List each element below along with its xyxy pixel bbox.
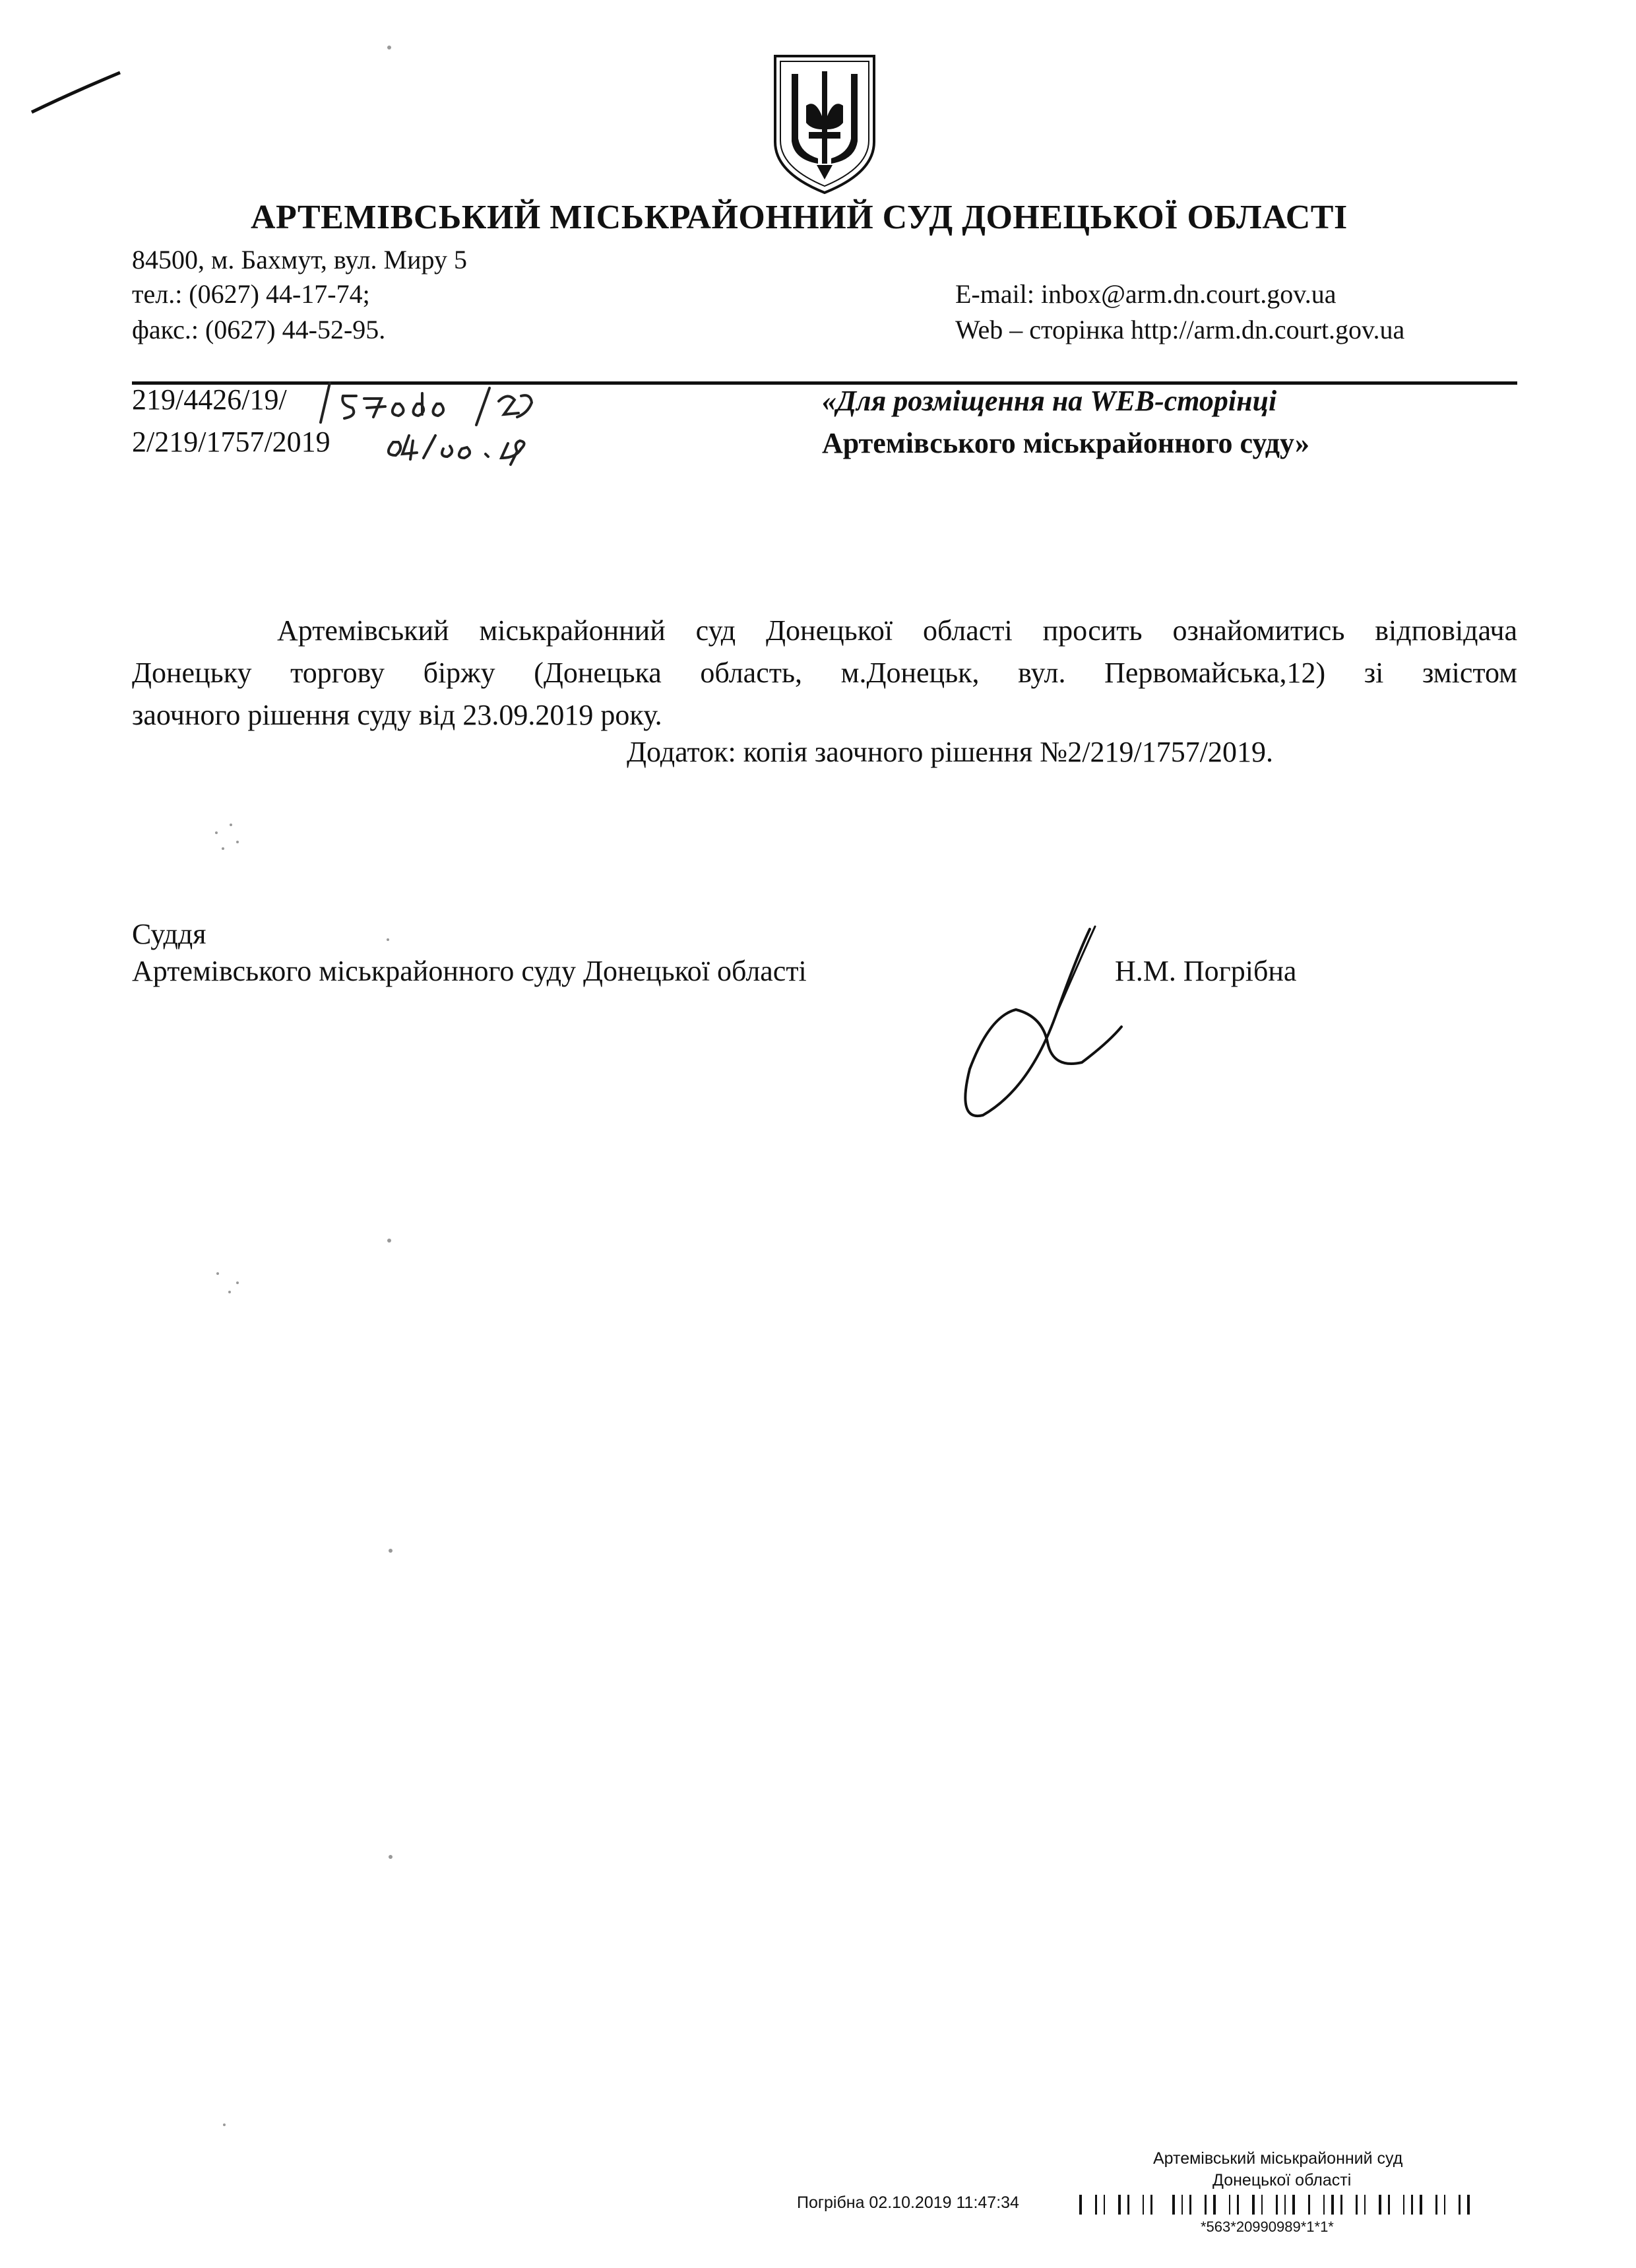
publication-note-line1: «Для розміщення на WEB-сторінці: [822, 385, 1277, 417]
barcode-bar: [1403, 2195, 1404, 2215]
footer-registration-stamp: Погрібна 02.10.2019 11:47:34: [797, 2193, 1019, 2212]
barcode-bar: [1205, 2195, 1207, 2215]
court-fax: факс.: (0627) 44-52-95.: [132, 315, 386, 344]
signature-stroke-return: [1055, 926, 1095, 1016]
barcode-bar: [1356, 2195, 1358, 2215]
barcode-bar: [1323, 2195, 1325, 2215]
judge-title: Суддя: [132, 918, 206, 950]
barcode-bar: [1292, 2195, 1295, 2215]
barcode-bar: [1364, 2195, 1366, 2215]
barcode-bar: [1252, 2195, 1255, 2215]
barcode-bar: [1237, 2195, 1239, 2215]
attachment-note: Додаток: копія заочного рішення №2/219/1757/2019.: [627, 736, 1273, 768]
handwritten-date: [389, 436, 524, 465]
barcode-bar: [1189, 2195, 1191, 2215]
outgoing-reference: 219/4426/19/: [132, 383, 287, 416]
barcode-bar: [1181, 2195, 1183, 2215]
court-address: 84500, м. Бахмут, вул. Миру 5: [132, 245, 467, 275]
barcode-bar: [1467, 2195, 1470, 2215]
body-paragraph-line1: Артемівський міськрайонний суд Донецької області просить ознайомитись відповідача: [277, 614, 1517, 647]
tryzub-icon: [775, 56, 874, 193]
publication-note-line2: Артемівського міськрайонного суду»: [822, 427, 1310, 459]
footer-court-line2: Донецької області: [1212, 2171, 1352, 2189]
barcode-bar: [1420, 2195, 1422, 2215]
barcode-bar: [1118, 2195, 1121, 2215]
court-email: E-mail: inbox@arm.dn.court.gov.ua: [955, 279, 1337, 309]
barcode-bar: [1150, 2195, 1152, 2215]
barcode-bar: [1172, 2195, 1175, 2215]
case-number: 2/219/1757/2019: [132, 426, 330, 458]
barcode-code: *563*20990989*1*1*: [1201, 2219, 1334, 2235]
tryzub-figure: [792, 71, 858, 179]
barcode-bar: [1276, 2195, 1278, 2215]
barcode-bar: [1435, 2195, 1437, 2215]
barcode-bar: [1261, 2195, 1263, 2215]
barcode-bar: [1308, 2195, 1310, 2215]
barcode-bar: [1444, 2195, 1445, 2215]
judge-court: Артемівського міськрайонного суду Донецької області: [132, 955, 807, 987]
scan-specks: [215, 46, 393, 2126]
barcode-bar: [1331, 2195, 1334, 2215]
barcode-bar: [1143, 2195, 1144, 2215]
footer-court-line1: Артемівський міськрайонний суд: [1153, 2149, 1403, 2168]
barcode-bar: [1379, 2195, 1381, 2215]
barcode-bar: [1459, 2195, 1461, 2215]
body-paragraph-line3: заочного рішення суду від 23.09.2019 року.: [132, 699, 662, 731]
court-phone: тел.: (0627) 44-17-74;: [132, 279, 370, 309]
barcode-bar: [1095, 2195, 1097, 2215]
barcode-bar: [1411, 2195, 1413, 2215]
barcode-bar: [1104, 2195, 1105, 2215]
handwritten-number: [321, 383, 532, 425]
barcode-bar: [1340, 2195, 1342, 2215]
barcode-bar: [1284, 2195, 1286, 2215]
judge-name: Н.М. Погрібна: [1115, 955, 1297, 987]
barcode-bar: [1079, 2195, 1082, 2215]
barcode-bars: [1079, 2195, 1470, 2215]
signature-stroke: [965, 929, 1121, 1116]
body-paragraph-line2: Донецьку торгову біржу (Донецька область, м.Донецьк, вул. Первомайська,12) зі змістом: [132, 657, 1517, 689]
barcode-bar: [1388, 2195, 1390, 2215]
court-title: АРТЕМІВСЬКИЙ МІСЬКРАЙОННИЙ СУД ДОНЕЦЬКОЇ ОБЛАСТІ: [251, 199, 1348, 236]
court-website: Web – сторінка http://arm.dn.court.gov.ua: [955, 315, 1405, 344]
barcode-bar: [1229, 2195, 1230, 2215]
pen-stroke-mark: [32, 73, 120, 112]
barcode-bar: [1213, 2195, 1216, 2215]
barcode-bar: [1127, 2195, 1129, 2215]
